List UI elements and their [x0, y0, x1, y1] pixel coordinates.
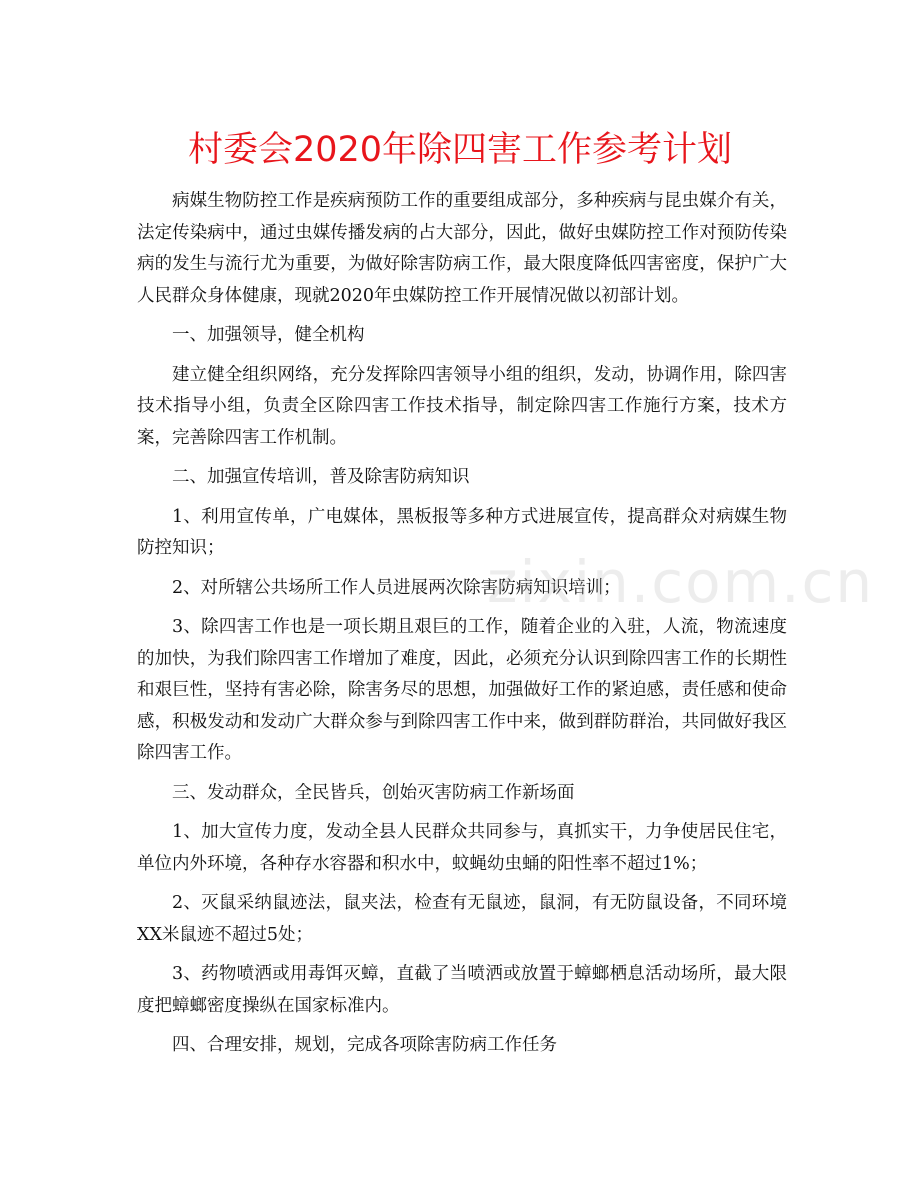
document-title: 村委会2020年除四害工作参考计划	[187, 130, 733, 170]
paragraph-3-3: 3、药物喷洒或用毒饵灭蟑，直截了当喷洒或放置于蟑螂栖息活动场所，最大限度把蟑螂密度操纵在国家标准内。	[137, 964, 787, 1016]
section-heading-3: 三、发动群众，全民皆兵，创始灭害防病工作新场面	[172, 782, 575, 803]
paragraph-3-1: 1、加大宣传力度，发动全县人民群众共同参与，真抓实干，力争使居民住宅，单位内外环境，各种存水容器和积水中，蚊蝇幼虫蛹的阳性率不超过1%；	[137, 822, 787, 874]
document-body	[137, 186, 787, 1070]
paragraph-3-2: 2、灭鼠采纳鼠迹法，鼠夹法，检查有无鼠迹，鼠洞，有无防鼠设备，不同环境XX米鼠迹不超过5处；	[137, 893, 787, 945]
paragraph-section-1: 建立健全组织网络，充分发挥除四害领导小组的组织，发动，协调作用，除四害技术指导小组，负责全区除四害工作技术指导，制定除四害工作施行方案，技术方案，完善除四害工作机制。	[137, 364, 787, 448]
watermark: zixin.com.cn	[487, 548, 875, 616]
paragraph-intro: 病媒生物防控工作是疾病预防工作的重要组成部分，多种疾病与昆虫媒介有关，法定传染病中，通过虫媒传播发病的占大部分，因此，做好虫媒防控工作对预防传染病的发生与流行尤为重要，为做好除害防病工作，最大限度降低四害密度，保护广大人民群众身体健康，现就2020年虫媒防控工作开展情况做以初部计划。	[137, 191, 787, 306]
paragraph-2-1: 1、利用宣传单，广电媒体，黑板报等多种方式进展宣传，提高群众对病媒生物防控知识；	[137, 506, 787, 558]
paragraph-2-3: 3、除四害工作也是一项长期且艰巨的工作，随着企业的入驻，人流，物流速度的加快，为我们除四害工作增加了难度，因此，必须充分认识到除四害工作的长期性和艰巨性，坚持有害必除，除害务尽的思想，加强做好工作的紧迫感，责任感和使命感，积极发动和发动广大群众参与到除四害工作中来，做到群防群治，共同做好我区除四害工作。	[137, 617, 787, 763]
section-heading-4: 四、合理安排，规划，完成各项除害防病工作任务	[172, 1035, 557, 1055]
section-heading-2: 二、加强宣传培训，普及除害防病知识	[172, 467, 470, 487]
section-heading-1: 一、加强领导，健全机构	[172, 325, 365, 345]
paragraph-2-2: 2、对所辖公共场所工作人员进展两次除害防病知识培训；	[172, 577, 621, 598]
